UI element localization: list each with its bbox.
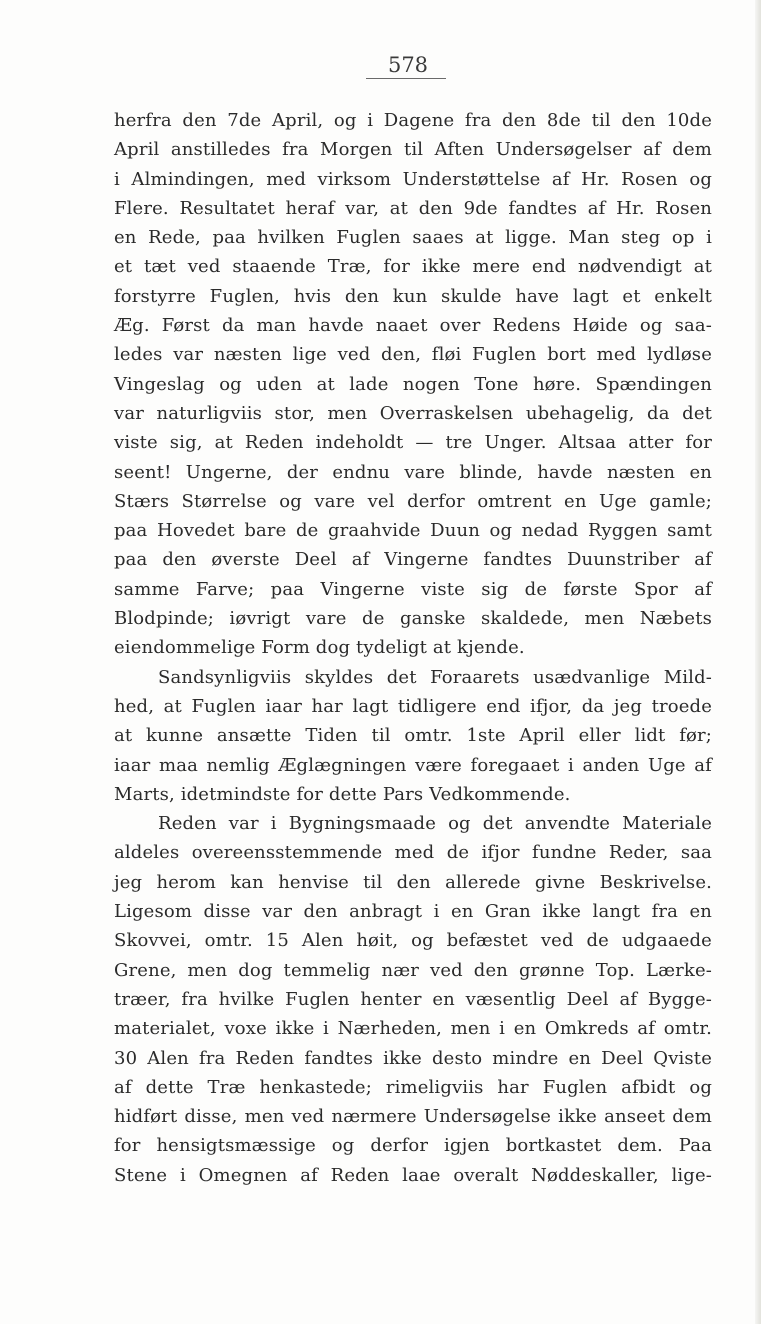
- text-line: for hensigtsmæssige og derfor igjen bortkastet dem. Paa: [114, 1135, 712, 1157]
- text-line: Ligesom disse var den anbragt i en Gran ikke langt fra en: [114, 901, 712, 923]
- text-line: Æg. Først da man havde naaet over Redens Høide og saa-: [114, 315, 712, 337]
- text-line: var naturligviis stor, men Overraskelsen ubehagelig, da det: [114, 402, 712, 424]
- text-line: Flere. Resultatet heraf var, at den 9de fandtes af Hr. Rosen: [114, 197, 712, 219]
- text-line: en Rede, paa hvilken Fuglen saaes at ligge. Man steg op i: [114, 227, 712, 249]
- text-line: aldeles overeensstemmende med de ifjor fundne Reder, saa: [114, 842, 712, 864]
- text-line: Skovvei, omtr. 15 Alen høit, og befæstet ved de udgaaede: [114, 930, 712, 952]
- text-line: at kunne ansætte Tiden til omtr. 1ste April eller lidt før;: [114, 725, 712, 747]
- text-line: træer, fra hvilke Fuglen henter en væsentlig Deel af Bygge-: [114, 988, 712, 1010]
- text-line: Vingeslag og uden at lade nogen Tone høre. Spændingen: [114, 373, 712, 395]
- text-line: paa Hovedet bare de graahvide Duun og nedad Ryggen samt: [114, 520, 712, 542]
- text-line: i Almindingen, med virksom Understøttelse af Hr. Rosen og: [114, 168, 712, 190]
- text-line: forstyrre Fuglen, hvis den kun skulde have lagt et enkelt: [114, 285, 712, 307]
- page-edge: [755, 0, 761, 1324]
- text-line: iaar maa nemlig Æglægningen være foregaaet i anden Uge af: [114, 754, 712, 776]
- text-line: et tæt ved staaende Træ, for ikke mere end nødvendigt at: [114, 256, 712, 278]
- text-line: hidført disse, men ved nærmere Undersøgelse ikke anseet dem: [114, 1106, 712, 1128]
- paragraph-start-line: Reden var i Bygningsmaade og det anvendte Materiale: [158, 813, 712, 835]
- page-number-rule: [366, 78, 446, 79]
- page-number: 578: [387, 53, 429, 77]
- text-line: samme Farve; paa Vingerne viste sig de første Spor af: [114, 578, 712, 600]
- text-line: Stærs Størrelse og vare vel derfor omtrent en Uge gamle;: [114, 490, 712, 512]
- text-line: seent! Ungerne, der endnu vare blinde, havde næsten en: [114, 461, 712, 483]
- text-line: 30 Alen fra Reden fandtes ikke desto mindre en Deel Qviste: [114, 1047, 712, 1069]
- text-line: Grene, men dog temmelig nær ved den grønne Top. Lærke-: [114, 959, 712, 981]
- paragraph-end-line: Marts, idetmindste for dette Pars Vedkommende.: [114, 783, 571, 805]
- text-line: af dette Træ henkastede; rimeligviis har Fuglen afbidt og: [114, 1076, 712, 1098]
- text-line: hed, at Fuglen iaar har lagt tidligere end ifjor, da jeg troede: [114, 695, 712, 717]
- text-line: materialet, voxe ikke i Nærheden, men i en Omkreds af omtr.: [114, 1018, 712, 1040]
- text-line: Stene i Omegnen af Reden laae overalt Nøddeskaller, lige-: [114, 1164, 712, 1186]
- text-line: Blodpinde; iøvrigt vare de ganske skaldede, men Næbets: [114, 608, 712, 630]
- text-line: April anstilledes fra Morgen til Aften Undersøgelser af dem: [114, 139, 712, 161]
- body-text: [114, 106, 712, 1190]
- paragraph-end-line: eiendommelige Form dog tydeligt at kjende.: [114, 637, 525, 659]
- text-line: paa den øverste Deel af Vingerne fandtes Duunstriber af: [114, 549, 712, 571]
- paragraph-start-line: Sandsynligviis skyldes det Foraarets usædvanlige Mild-: [158, 666, 712, 688]
- text-line: herfra den 7de April, og i Dagene fra den 8de til den 10de: [114, 110, 712, 131]
- text-line: jeg herom kan henvise til den allerede givne Beskrivelse.: [114, 871, 712, 893]
- text-line: viste sig, at Reden indeholdt — tre Unger. Altsaa atter for: [114, 432, 712, 454]
- text-line: ledes var næsten lige ved den, fløi Fuglen bort med lydløse: [114, 344, 712, 366]
